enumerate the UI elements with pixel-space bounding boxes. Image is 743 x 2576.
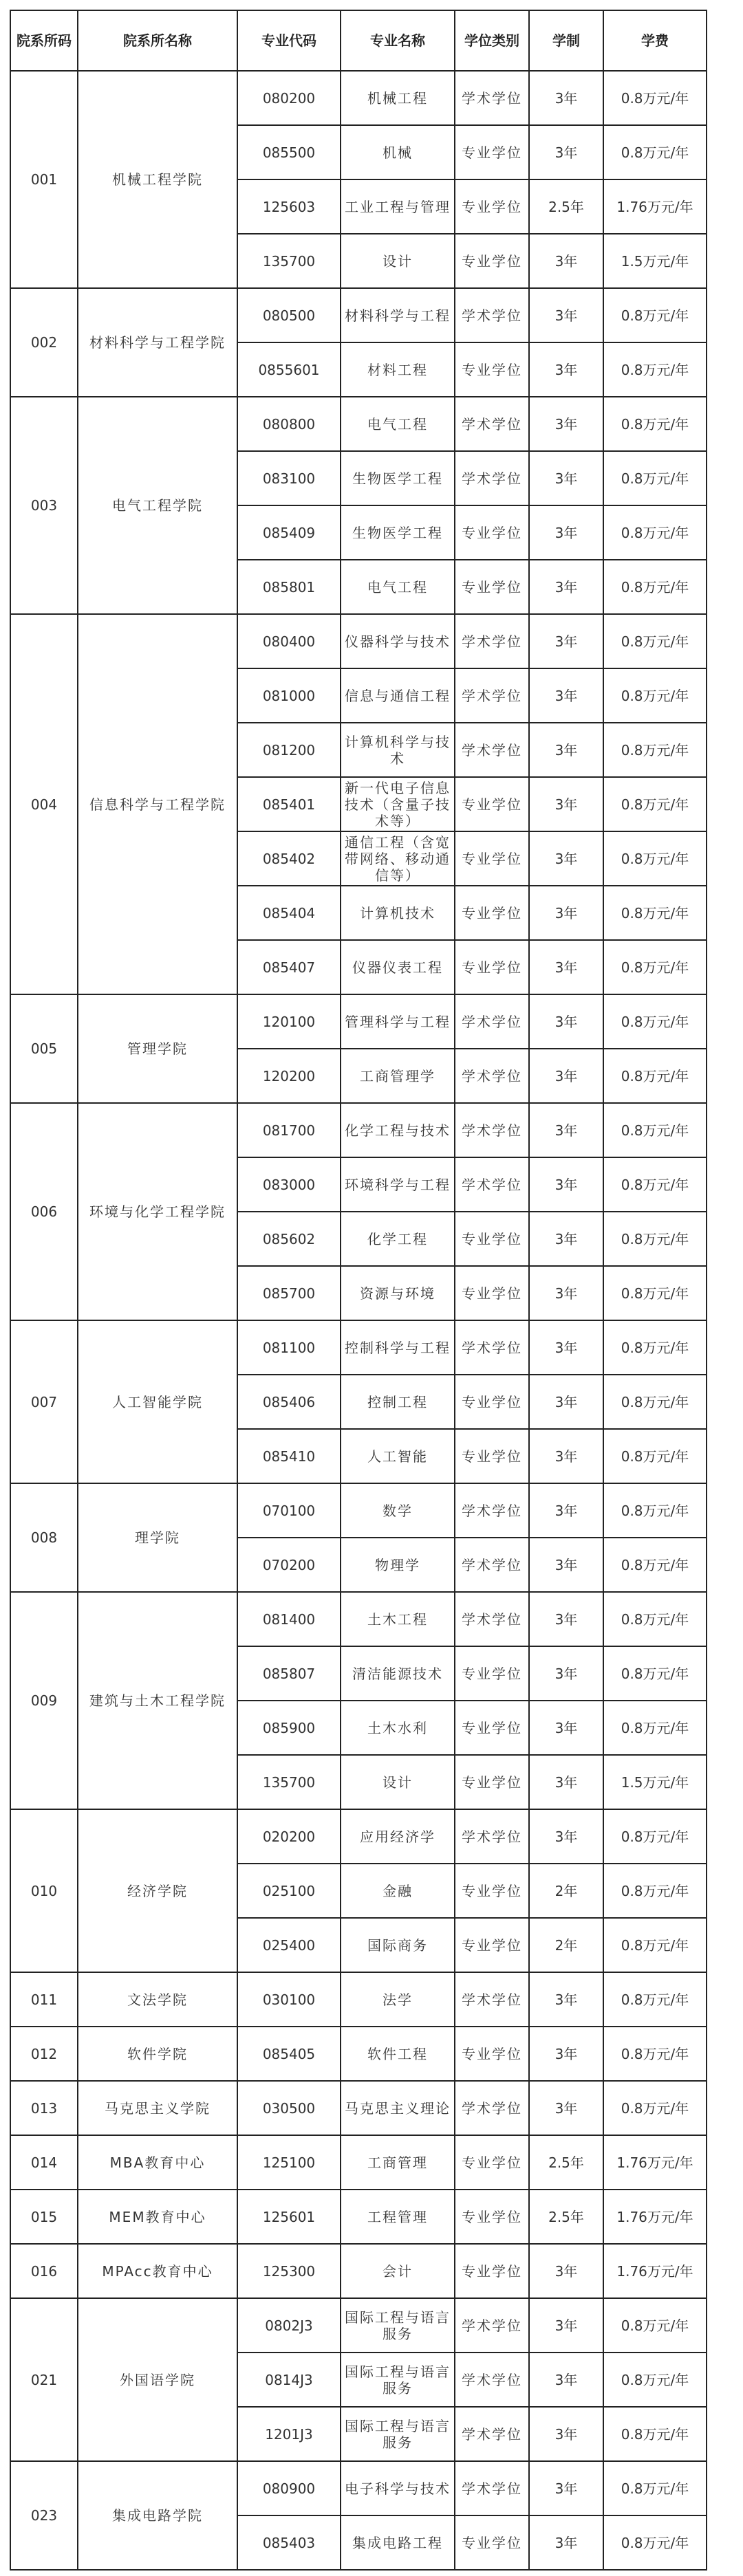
- major-code-cell: 1201J3: [237, 2407, 341, 2461]
- tuition-cell: 0.8万元/年: [603, 560, 707, 614]
- major-code-cell: 125100: [237, 2135, 341, 2190]
- major-code-cell: 085409: [237, 505, 341, 560]
- duration-cell: 3年: [529, 397, 603, 451]
- header-degree-type: 学位类别: [455, 10, 529, 71]
- major-code-cell: 080800: [237, 397, 341, 451]
- degree-type-cell: 学术学位: [455, 1157, 529, 1212]
- tuition-cell: 0.8万元/年: [603, 1429, 707, 1483]
- degree-type-cell: 学术学位: [455, 1483, 529, 1538]
- dept-name-cell: 文法学院: [78, 1972, 237, 2027]
- duration-cell: 3年: [529, 560, 603, 614]
- dept-code-cell: 002: [10, 288, 78, 397]
- dept-code-cell: 015: [10, 2190, 78, 2244]
- dept-name-cell: 管理学院: [78, 994, 237, 1103]
- tuition-cell: 0.8万元/年: [603, 1701, 707, 1755]
- dept-name-cell: 外国语学院: [78, 2298, 237, 2461]
- major-code-cell: 030500: [237, 2081, 341, 2135]
- major-code-cell: 0814J3: [237, 2353, 341, 2407]
- header-major-code: 专业代码: [237, 10, 341, 71]
- duration-cell: 3年: [529, 1320, 603, 1375]
- tuition-cell: 0.8万元/年: [603, 1320, 707, 1375]
- duration-cell: 3年: [529, 886, 603, 940]
- duration-cell: 3年: [529, 1646, 603, 1701]
- major-name-cell: 土木水利: [341, 1701, 455, 1755]
- major-code-cell: 135700: [237, 1755, 341, 1809]
- duration-cell: 3年: [529, 2353, 603, 2407]
- tuition-cell: 0.8万元/年: [603, 1972, 707, 2027]
- major-code-cell: 085402: [237, 831, 341, 886]
- tuition-cell: 0.8万元/年: [603, 777, 707, 831]
- degree-type-cell: 学术学位: [455, 1538, 529, 1592]
- tuition-cell: 1.76万元/年: [603, 2244, 707, 2298]
- degree-type-cell: 专业学位: [455, 940, 529, 994]
- major-code-cell: 080200: [237, 71, 341, 125]
- major-name-cell: 工业工程与管理: [341, 179, 455, 234]
- header-major-name: 专业名称: [341, 10, 455, 71]
- tuition-cell: 0.8万元/年: [603, 1918, 707, 1972]
- major-name-cell: 化学工程: [341, 1212, 455, 1266]
- tuition-cell: 0.8万元/年: [603, 1864, 707, 1918]
- degree-type-cell: 专业学位: [455, 2190, 529, 2244]
- header-dept-code: 院系所码: [10, 10, 78, 71]
- duration-cell: 3年: [529, 1483, 603, 1538]
- table-row: [10, 1103, 707, 1157]
- duration-cell: 3年: [529, 1592, 603, 1646]
- table-row: [10, 614, 707, 668]
- major-name-cell: 法学: [341, 1972, 455, 2027]
- dept-code-cell: 023: [10, 2461, 78, 2570]
- tuition-cell: 0.8万元/年: [603, 1049, 707, 1103]
- dept-name-cell: MEM教育中心: [78, 2190, 237, 2244]
- tuition-cell: 0.8万元/年: [603, 940, 707, 994]
- degree-type-cell: 专业学位: [455, 1864, 529, 1918]
- dept-code-cell: 011: [10, 1972, 78, 2027]
- table-row: [10, 2135, 707, 2190]
- tuition-cell: 0.8万元/年: [603, 1483, 707, 1538]
- duration-cell: 3年: [529, 2298, 603, 2353]
- duration-cell: 3年: [529, 342, 603, 397]
- degree-type-cell: 学术学位: [455, 994, 529, 1049]
- duration-cell: 3年: [529, 668, 603, 723]
- major-code-cell: 030100: [237, 1972, 341, 2027]
- tuition-cell: 0.8万元/年: [603, 2027, 707, 2081]
- major-code-cell: 085404: [237, 886, 341, 940]
- table-row: [10, 1320, 707, 1375]
- major-code-cell: 083000: [237, 1157, 341, 1212]
- degree-type-cell: 学术学位: [455, 1049, 529, 1103]
- major-code-cell: 085500: [237, 125, 341, 179]
- major-name-cell: 工程管理: [341, 2190, 455, 2244]
- header-tuition: 学费: [603, 10, 707, 71]
- degree-type-cell: 学术学位: [455, 2353, 529, 2407]
- header-duration: 学制: [529, 10, 603, 71]
- tuition-cell: 0.8万元/年: [603, 505, 707, 560]
- duration-cell: 3年: [529, 2081, 603, 2135]
- table-row: [10, 71, 707, 125]
- dept-code-cell: 003: [10, 397, 78, 614]
- major-name-cell: 清洁能源技术: [341, 1646, 455, 1701]
- degree-type-cell: 专业学位: [455, 1755, 529, 1809]
- duration-cell: 3年: [529, 1809, 603, 1864]
- major-name-cell: 控制科学与工程: [341, 1320, 455, 1375]
- major-code-cell: 085700: [237, 1266, 341, 1320]
- tuition-cell: 0.8万元/年: [603, 668, 707, 723]
- degree-type-cell: 专业学位: [455, 2515, 529, 2570]
- major-code-cell: 080500: [237, 288, 341, 342]
- duration-cell: 3年: [529, 234, 603, 288]
- duration-cell: 3年: [529, 1755, 603, 1809]
- major-code-cell: 125601: [237, 2190, 341, 2244]
- duration-cell: 3年: [529, 71, 603, 125]
- degree-type-cell: 学术学位: [455, 71, 529, 125]
- tuition-cell: 0.8万元/年: [603, 2081, 707, 2135]
- admission-table: [10, 10, 707, 2570]
- tuition-cell: 0.8万元/年: [603, 1809, 707, 1864]
- degree-type-cell: 专业学位: [455, 2244, 529, 2298]
- table-row: [10, 397, 707, 451]
- dept-name-cell: 信息科学与工程学院: [78, 614, 237, 994]
- degree-type-cell: 专业学位: [455, 2027, 529, 2081]
- duration-cell: 2年: [529, 1864, 603, 1918]
- major-code-cell: 120100: [237, 994, 341, 1049]
- table-row: [10, 2081, 707, 2135]
- major-name-cell: 国际工程与语言服务: [341, 2407, 455, 2461]
- tuition-cell: 1.5万元/年: [603, 1755, 707, 1809]
- degree-type-cell: 专业学位: [455, 1429, 529, 1483]
- degree-type-cell: 专业学位: [455, 886, 529, 940]
- degree-type-cell: 专业学位: [455, 1918, 529, 1972]
- degree-type-cell: 专业学位: [455, 125, 529, 179]
- dept-name-cell: 机械工程学院: [78, 71, 237, 288]
- major-name-cell: 物理学: [341, 1538, 455, 1592]
- degree-type-cell: 专业学位: [455, 1375, 529, 1429]
- major-name-cell: 国际商务: [341, 1918, 455, 1972]
- major-code-cell: 085405: [237, 2027, 341, 2081]
- major-name-cell: 国际工程与语言服务: [341, 2298, 455, 2353]
- table-row: [10, 2298, 707, 2353]
- table-row: [10, 2027, 707, 2081]
- header-dept-name: 院系所名称: [78, 10, 237, 71]
- table-row: [10, 288, 707, 342]
- major-code-cell: 085401: [237, 777, 341, 831]
- tuition-cell: 0.8万元/年: [603, 1157, 707, 1212]
- degree-type-cell: 专业学位: [455, 505, 529, 560]
- duration-cell: 3年: [529, 288, 603, 342]
- duration-cell: 2.5年: [529, 179, 603, 234]
- tuition-cell: 0.8万元/年: [603, 1266, 707, 1320]
- dept-name-cell: 经济学院: [78, 1809, 237, 1972]
- duration-cell: 3年: [529, 1375, 603, 1429]
- major-name-cell: 化学工程与技术: [341, 1103, 455, 1157]
- tuition-cell: 1.76万元/年: [603, 2190, 707, 2244]
- degree-type-cell: 学术学位: [455, 2298, 529, 2353]
- duration-cell: 3年: [529, 505, 603, 560]
- duration-cell: 3年: [529, 2515, 603, 2570]
- duration-cell: 3年: [529, 777, 603, 831]
- major-code-cell: 081400: [237, 1592, 341, 1646]
- dept-code-cell: 006: [10, 1103, 78, 1320]
- dept-code-cell: 007: [10, 1320, 78, 1483]
- degree-type-cell: 学术学位: [455, 1592, 529, 1646]
- major-name-cell: 工商管理: [341, 2135, 455, 2190]
- major-name-cell: 会计: [341, 2244, 455, 2298]
- dept-name-cell: MPAcc教育中心: [78, 2244, 237, 2298]
- degree-type-cell: 专业学位: [455, 234, 529, 288]
- degree-type-cell: 专业学位: [455, 1212, 529, 1266]
- major-name-cell: 材料工程: [341, 342, 455, 397]
- table-row: [10, 994, 707, 1049]
- degree-type-cell: 学术学位: [455, 1103, 529, 1157]
- major-name-cell: 国际工程与语言服务: [341, 2353, 455, 2407]
- major-code-cell: 080400: [237, 614, 341, 668]
- major-name-cell: 设计: [341, 1755, 455, 1809]
- degree-type-cell: 专业学位: [455, 1646, 529, 1701]
- duration-cell: 3年: [529, 1266, 603, 1320]
- major-name-cell: 马克思主义理论: [341, 2081, 455, 2135]
- major-code-cell: 085602: [237, 1212, 341, 1266]
- duration-cell: 3年: [529, 2407, 603, 2461]
- major-code-cell: 081000: [237, 668, 341, 723]
- major-name-cell: 控制工程: [341, 1375, 455, 1429]
- tuition-cell: 0.8万元/年: [603, 288, 707, 342]
- major-code-cell: 085410: [237, 1429, 341, 1483]
- duration-cell: 2.5年: [529, 2135, 603, 2190]
- dept-code-cell: 004: [10, 614, 78, 994]
- dept-code-cell: 009: [10, 1592, 78, 1809]
- table-row: [10, 2244, 707, 2298]
- major-code-cell: 070200: [237, 1538, 341, 1592]
- degree-type-cell: 专业学位: [455, 831, 529, 886]
- tuition-cell: 0.8万元/年: [603, 397, 707, 451]
- major-name-cell: 集成电路工程: [341, 2515, 455, 2570]
- degree-type-cell: 学术学位: [455, 397, 529, 451]
- duration-cell: 3年: [529, 831, 603, 886]
- major-name-cell: 设计: [341, 234, 455, 288]
- table-row: [10, 1972, 707, 2027]
- major-name-cell: 工商管理学: [341, 1049, 455, 1103]
- degree-type-cell: 学术学位: [455, 2461, 529, 2515]
- major-name-cell: 金融: [341, 1864, 455, 1918]
- tuition-cell: 0.8万元/年: [603, 2407, 707, 2461]
- tuition-cell: 0.8万元/年: [603, 1592, 707, 1646]
- tuition-cell: 0.8万元/年: [603, 451, 707, 505]
- degree-type-cell: 学术学位: [455, 1320, 529, 1375]
- major-code-cell: 081700: [237, 1103, 341, 1157]
- tuition-cell: 0.8万元/年: [603, 2461, 707, 2515]
- major-name-cell: 仪器科学与技术: [341, 614, 455, 668]
- duration-cell: 3年: [529, 1538, 603, 1592]
- dept-code-cell: 012: [10, 2027, 78, 2081]
- table-row: [10, 1483, 707, 1538]
- major-name-cell: 新一代电子信息技术（含量子技术等）: [341, 777, 455, 831]
- dept-code-cell: 010: [10, 1809, 78, 1972]
- dept-name-cell: 材料科学与工程学院: [78, 288, 237, 397]
- tuition-cell: 0.8万元/年: [603, 71, 707, 125]
- duration-cell: 2.5年: [529, 2190, 603, 2244]
- major-code-cell: 085407: [237, 940, 341, 994]
- dept-name-cell: 环境与化学工程学院: [78, 1103, 237, 1320]
- dept-name-cell: 电气工程学院: [78, 397, 237, 614]
- dept-name-cell: 人工智能学院: [78, 1320, 237, 1483]
- major-name-cell: 应用经济学: [341, 1809, 455, 1864]
- major-name-cell: 机械: [341, 125, 455, 179]
- dept-name-cell: 软件学院: [78, 2027, 237, 2081]
- major-code-cell: 085403: [237, 2515, 341, 2570]
- major-name-cell: 材料科学与工程: [341, 288, 455, 342]
- degree-type-cell: 学术学位: [455, 2407, 529, 2461]
- dept-name-cell: 建筑与土木工程学院: [78, 1592, 237, 1809]
- dept-code-cell: 021: [10, 2298, 78, 2461]
- tuition-cell: 0.8万元/年: [603, 886, 707, 940]
- dept-code-cell: 005: [10, 994, 78, 1103]
- tuition-cell: 0.8万元/年: [603, 2515, 707, 2570]
- duration-cell: 3年: [529, 1429, 603, 1483]
- duration-cell: 3年: [529, 1103, 603, 1157]
- tuition-cell: 0.8万元/年: [603, 1375, 707, 1429]
- major-code-cell: 085801: [237, 560, 341, 614]
- degree-type-cell: 学术学位: [455, 723, 529, 777]
- major-name-cell: 电气工程: [341, 397, 455, 451]
- duration-cell: 2年: [529, 1918, 603, 1972]
- tuition-cell: 1.5万元/年: [603, 234, 707, 288]
- degree-type-cell: 学术学位: [455, 2081, 529, 2135]
- major-code-cell: 0855601: [237, 342, 341, 397]
- dept-code-cell: 001: [10, 71, 78, 288]
- tuition-cell: 0.8万元/年: [603, 723, 707, 777]
- duration-cell: 3年: [529, 723, 603, 777]
- duration-cell: 3年: [529, 614, 603, 668]
- degree-type-cell: 专业学位: [455, 560, 529, 614]
- major-code-cell: 125603: [237, 179, 341, 234]
- tuition-cell: 0.8万元/年: [603, 342, 707, 397]
- major-code-cell: 135700: [237, 234, 341, 288]
- major-code-cell: 083100: [237, 451, 341, 505]
- duration-cell: 3年: [529, 1157, 603, 1212]
- major-code-cell: 125300: [237, 2244, 341, 2298]
- tuition-cell: 0.8万元/年: [603, 2298, 707, 2353]
- major-code-cell: 081100: [237, 1320, 341, 1375]
- tuition-cell: 0.8万元/年: [603, 2353, 707, 2407]
- duration-cell: 3年: [529, 125, 603, 179]
- degree-type-cell: 学术学位: [455, 451, 529, 505]
- major-code-cell: 025100: [237, 1864, 341, 1918]
- degree-type-cell: 学术学位: [455, 1809, 529, 1864]
- tuition-cell: 0.8万元/年: [603, 1212, 707, 1266]
- major-code-cell: 0802J3: [237, 2298, 341, 2353]
- major-code-cell: 085900: [237, 1701, 341, 1755]
- degree-type-cell: 学术学位: [455, 288, 529, 342]
- tuition-cell: 0.8万元/年: [603, 1103, 707, 1157]
- degree-type-cell: 学术学位: [455, 1972, 529, 2027]
- dept-code-cell: 008: [10, 1483, 78, 1592]
- duration-cell: 3年: [529, 1212, 603, 1266]
- tuition-cell: 1.76万元/年: [603, 2135, 707, 2190]
- degree-type-cell: 学术学位: [455, 614, 529, 668]
- duration-cell: 3年: [529, 1049, 603, 1103]
- major-code-cell: 081200: [237, 723, 341, 777]
- dept-name-cell: MBA教育中心: [78, 2135, 237, 2190]
- degree-type-cell: 专业学位: [455, 342, 529, 397]
- header-row: [10, 10, 707, 71]
- major-code-cell: 080900: [237, 2461, 341, 2515]
- major-code-cell: 120200: [237, 1049, 341, 1103]
- major-name-cell: 电子科学与技术: [341, 2461, 455, 2515]
- duration-cell: 3年: [529, 1972, 603, 2027]
- table-row: [10, 2461, 707, 2515]
- tuition-cell: 1.76万元/年: [603, 179, 707, 234]
- major-name-cell: 土木工程: [341, 1592, 455, 1646]
- major-name-cell: 计算机技术: [341, 886, 455, 940]
- duration-cell: 3年: [529, 451, 603, 505]
- dept-name-cell: 理学院: [78, 1483, 237, 1592]
- table-row: [10, 1592, 707, 1646]
- degree-type-cell: 专业学位: [455, 1701, 529, 1755]
- major-code-cell: 070100: [237, 1483, 341, 1538]
- major-name-cell: 生物医学工程: [341, 505, 455, 560]
- major-name-cell: 人工智能: [341, 1429, 455, 1483]
- duration-cell: 3年: [529, 2244, 603, 2298]
- major-code-cell: 085807: [237, 1646, 341, 1701]
- tuition-cell: 0.8万元/年: [603, 614, 707, 668]
- tuition-cell: 0.8万元/年: [603, 994, 707, 1049]
- dept-name-cell: 马克思主义学院: [78, 2081, 237, 2135]
- major-name-cell: 软件工程: [341, 2027, 455, 2081]
- major-name-cell: 信息与通信工程: [341, 668, 455, 723]
- tuition-cell: 0.8万元/年: [603, 831, 707, 886]
- table-body: [10, 71, 707, 2570]
- table-row: [10, 1809, 707, 1864]
- tuition-cell: 0.8万元/年: [603, 125, 707, 179]
- major-name-cell: 通信工程（含宽带网络、移动通信等）: [341, 831, 455, 886]
- major-name-cell: 仪器仪表工程: [341, 940, 455, 994]
- major-name-cell: 数学: [341, 1483, 455, 1538]
- duration-cell: 3年: [529, 940, 603, 994]
- degree-type-cell: 专业学位: [455, 179, 529, 234]
- major-code-cell: 020200: [237, 1809, 341, 1864]
- dept-code-cell: 014: [10, 2135, 78, 2190]
- duration-cell: 3年: [529, 2461, 603, 2515]
- major-name-cell: 管理科学与工程: [341, 994, 455, 1049]
- degree-type-cell: 专业学位: [455, 777, 529, 831]
- degree-type-cell: 专业学位: [455, 2135, 529, 2190]
- major-code-cell: 025400: [237, 1918, 341, 1972]
- table-row: [10, 2190, 707, 2244]
- duration-cell: 3年: [529, 1701, 603, 1755]
- major-name-cell: 电气工程: [341, 560, 455, 614]
- dept-name-cell: 集成电路学院: [78, 2461, 237, 2570]
- major-name-cell: 生物医学工程: [341, 451, 455, 505]
- major-name-cell: 环境科学与工程: [341, 1157, 455, 1212]
- major-name-cell: 机械工程: [341, 71, 455, 125]
- major-name-cell: 计算机科学与技术: [341, 723, 455, 777]
- degree-type-cell: 专业学位: [455, 1266, 529, 1320]
- dept-code-cell: 013: [10, 2081, 78, 2135]
- tuition-cell: 0.8万元/年: [603, 1538, 707, 1592]
- dept-code-cell: 016: [10, 2244, 78, 2298]
- degree-type-cell: 学术学位: [455, 668, 529, 723]
- tuition-cell: 0.8万元/年: [603, 1646, 707, 1701]
- major-name-cell: 资源与环境: [341, 1266, 455, 1320]
- major-code-cell: 085406: [237, 1375, 341, 1429]
- duration-cell: 3年: [529, 2027, 603, 2081]
- duration-cell: 3年: [529, 994, 603, 1049]
